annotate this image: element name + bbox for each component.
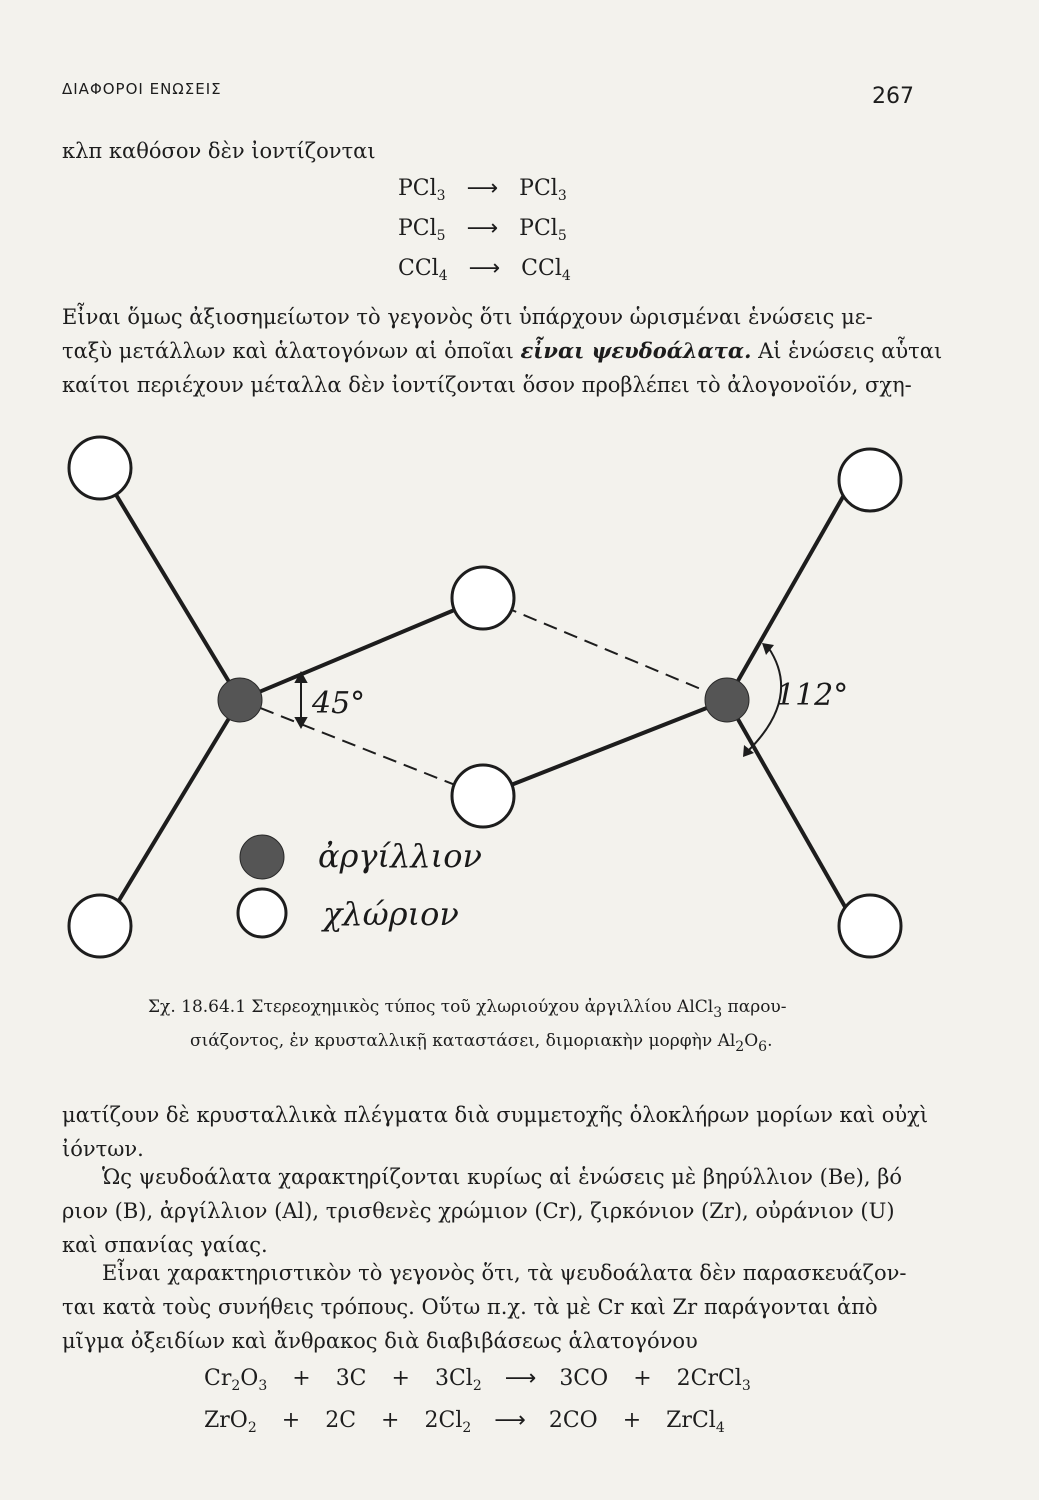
reactant: $Cr_2O_3$	[204, 1366, 268, 1394]
angle-label-112: 112°	[776, 678, 849, 713]
text-line: ται κατὰ τοὺς συνήθεις τρόπους. Οὕτω π.χ. τὰ μὲ Cr καὶ Zr παράγονται ἀπὸ	[62, 1295, 878, 1319]
dashed-bond-line	[483, 598, 727, 700]
page-number: 267	[872, 84, 914, 109]
reactant: 2C	[325, 1408, 357, 1433]
product: ZrCl$_4$	[666, 1408, 725, 1436]
bond-line	[112, 488, 240, 700]
equation-ccl4	[398, 256, 571, 290]
plus-sign: +	[292, 1366, 311, 1391]
emphasis-text: εἶναι ψευδοάλατα.	[520, 338, 752, 363]
chlorine-atom	[839, 895, 901, 957]
eq-right: PCl$_3$	[519, 176, 567, 204]
text-line: ἰόντων.	[62, 1137, 144, 1161]
paragraph-pseudosalts-intro	[62, 300, 943, 402]
plus-sign: +	[281, 1408, 301, 1433]
bond-line	[240, 598, 483, 700]
reactant: $2Cl_2$	[424, 1408, 472, 1436]
text-line: καίτοι περιέχουν μέταλλα δὲν ἰοντίζονται ὅσον προβλέπει τὸ ἀλογονοϊόν, σχη-	[62, 373, 912, 397]
figure-alcl3-dimer	[40, 435, 920, 995]
running-head: ΔΙΑΦΟΡΟΙ ΕΝΩΣΕΙΣ	[62, 80, 222, 98]
chlorine-atom	[839, 449, 901, 511]
intro-line	[62, 134, 914, 168]
equation-crcl3	[204, 1366, 751, 1400]
arrow-icon: ⟶	[504, 1366, 537, 1391]
bond-line	[483, 700, 727, 796]
arrow-icon: ⟶	[494, 1408, 526, 1433]
molecule-diagram	[40, 435, 920, 995]
text-line: ταξὺ μετάλλων καὶ ἁλατογόνων αἱ ὁποῖαι εἶναι ψευδοάλατα. Αἱ ἑνώσεις αὗται	[62, 338, 943, 363]
reactant: ZrO$_2$	[204, 1408, 257, 1436]
text-line: Ὡς ψευδοάλατα χαρακτηρίζονται κυρίως αἱ ἑνώσεις μὲ βηρύλλιον (Be), βό	[102, 1165, 902, 1189]
paragraph-preparation	[62, 1256, 914, 1358]
chlorine-atom	[69, 895, 131, 957]
product: 2CrCl$_3$	[676, 1366, 751, 1394]
equation-zrcl4	[204, 1408, 725, 1442]
bond-line	[727, 700, 848, 912]
text-line: Εἶναι χαρακτηριστικὸν τὸ γεγονὸς ὅτι, τὰ ψευδοάλατα δὲν παρασκευάζον-	[102, 1261, 907, 1285]
eq-left: CCl$_4$	[398, 256, 448, 284]
arrow-icon: ⟶	[466, 216, 499, 241]
legend-swatch-aluminium	[240, 835, 284, 879]
intro-text: κλπ καθόσον δὲν ἰοντίζονται	[62, 139, 376, 163]
caption-line: Σχ. 18.64.1 Στερεοχημικὸς τύπος τοῦ χλωριούχου ἀργιλλίου AlCl$_3$ παρου-	[148, 997, 787, 1021]
angle-label-45: 45°	[312, 686, 366, 721]
aluminium-atom	[218, 678, 262, 722]
reactant: 3C	[335, 1366, 367, 1391]
reactant: $3Cl_2$	[434, 1366, 482, 1394]
text-line: καὶ σπανίας γαίας.	[62, 1233, 268, 1257]
arrow-icon: ⟶	[466, 176, 499, 201]
text-line: Εἶναι ὅμως ἀξιοσημείωτον τὸ γεγονὸς ὅτι ὑπάρχουν ὡρισμέναι ἑνώσεις με-	[62, 305, 873, 329]
text-line: ματίζουν δὲ κρυσταλλικὰ πλέγματα διὰ συμμετοχῆς ὁλοκλήρων μορίων καὶ οὐχὶ	[62, 1103, 929, 1127]
paragraph-crystal-lattice	[62, 1098, 929, 1166]
eq-left: PCl$_3$	[398, 176, 446, 204]
chlorine-atom	[69, 437, 131, 499]
plus-sign: +	[391, 1366, 410, 1391]
eq-right: CCl$_4$	[521, 256, 571, 284]
legend-swatch-chlorine	[238, 889, 286, 937]
page-header	[62, 80, 914, 120]
chlorine-atom	[452, 567, 514, 629]
angle-marker-45	[296, 673, 306, 727]
arrow-icon: ⟶	[468, 256, 501, 281]
plus-sign: +	[381, 1408, 400, 1433]
product: 2CO	[548, 1408, 598, 1433]
bond-line	[727, 488, 848, 700]
equation-pcl5	[398, 216, 567, 250]
text-line: ριον (B), ἀργίλλιον (Al), τρισθενὲς χρώμιον (Cr), ζιρκόνιον (Zr), οὐράνιον (U)	[62, 1199, 895, 1223]
aluminium-atom	[705, 678, 749, 722]
chlorine-atom	[452, 765, 514, 827]
eq-left: PCl$_5$	[398, 216, 446, 244]
plus-sign: +	[622, 1408, 642, 1433]
bond-line	[112, 700, 240, 912]
equation-pcl3	[398, 176, 567, 210]
paragraph-pseudosalt-examples	[62, 1160, 914, 1262]
caption-line: σιάζοντος, ἐν κρυσταλλικῇ καταστάσει, διμοριακὴν μορφὴν $Al_2O_6$.	[190, 1031, 773, 1055]
figure-caption	[148, 993, 848, 1061]
legend-label-aluminium: ἀργίλλιον	[318, 837, 482, 875]
aluminium-atoms	[218, 678, 749, 722]
text-line: μῖγμα ὀξειδίων καὶ ἄνθρακος διὰ διαβιβάσεως ἁλατογόνου	[62, 1329, 698, 1353]
plus-sign: +	[633, 1366, 652, 1391]
legend-label-chlorine: χλώριον	[323, 895, 459, 933]
product: 3CO	[559, 1366, 609, 1391]
eq-right: PCl$_5$	[519, 216, 567, 244]
